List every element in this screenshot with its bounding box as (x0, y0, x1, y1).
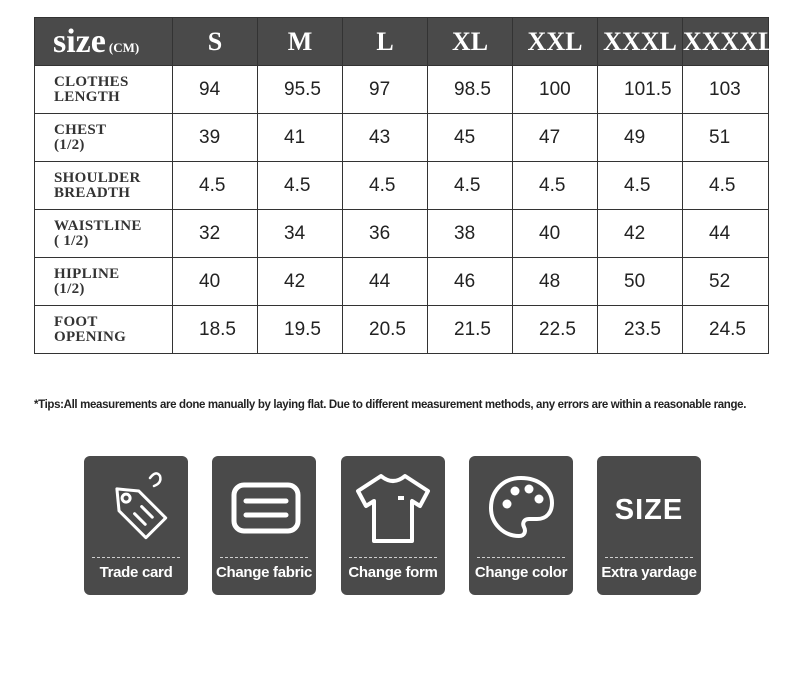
table-row (35, 66, 769, 114)
value-cell: 51 (683, 114, 769, 162)
row-label-line: HIPLINE (54, 265, 120, 282)
table-row (35, 210, 769, 258)
row-label-line: SHOULDER (54, 169, 141, 186)
value-cell: 40 (513, 210, 598, 258)
value-cell: 43 (343, 114, 428, 162)
feature-label: Trade card (99, 564, 173, 581)
value-cell: 47 (513, 114, 598, 162)
row-label-cell (35, 210, 173, 258)
value-cell: 52 (683, 258, 769, 306)
size-header-word: size (53, 22, 106, 60)
feature-label: Change fabric (215, 564, 313, 581)
feature-card-trade-card (84, 456, 188, 595)
row-label-line: (1/2) (54, 280, 85, 297)
row-label-line: FOOT (54, 313, 98, 330)
row-label-cell (35, 162, 173, 210)
value-cell: 103 (683, 66, 769, 114)
value-cell: 19.5 (258, 306, 343, 354)
header-row (35, 18, 769, 66)
value-cell: 45 (428, 114, 513, 162)
value-cell: 4.5 (683, 162, 769, 210)
size-col-header: XL (428, 18, 513, 66)
value-cell: 44 (343, 258, 428, 306)
value-cell: 98.5 (428, 66, 513, 114)
value-cell: 48 (513, 258, 598, 306)
divider (220, 557, 308, 558)
value-cell: 94 (173, 66, 258, 114)
value-cell: 41 (258, 114, 343, 162)
size-col-header: XXL (513, 18, 598, 66)
value-cell: 44 (683, 210, 769, 258)
table-row (35, 306, 769, 354)
feature-label: Change color (474, 564, 568, 581)
value-cell: 38 (428, 210, 513, 258)
row-label-line: CLOTHES (54, 73, 129, 90)
row-label-cell (35, 66, 173, 114)
value-cell: 39 (173, 114, 258, 162)
row-label-cell (35, 306, 173, 354)
value-cell: 42 (598, 210, 683, 258)
value-cell: 46 (428, 258, 513, 306)
value-cell: 100 (513, 66, 598, 114)
row-label-cell (35, 114, 173, 162)
divider (92, 557, 180, 558)
value-cell: 4.5 (598, 162, 683, 210)
size-header-cell (35, 18, 173, 66)
value-cell: 4.5 (173, 162, 258, 210)
row-label-line: OPENING (54, 328, 127, 345)
value-cell: 49 (598, 114, 683, 162)
value-cell: 21.5 (428, 306, 513, 354)
size-col-header: XXXXL (683, 18, 769, 66)
table-row (35, 258, 769, 306)
row-label-cell (35, 258, 173, 306)
value-cell: 50 (598, 258, 683, 306)
divider (605, 557, 693, 558)
value-cell: 32 (173, 210, 258, 258)
size-chart-table (34, 17, 776, 354)
size-text-icon: SIZE (614, 494, 684, 526)
size-col-header: M (258, 18, 343, 66)
feature-card-change-color (469, 456, 573, 595)
feature-label: Extra yardage (601, 564, 697, 581)
value-cell: 20.5 (343, 306, 428, 354)
feature-card-change-form (341, 456, 445, 595)
table-row (35, 162, 769, 210)
value-cell: 22.5 (513, 306, 598, 354)
value-cell: 34 (258, 210, 343, 258)
value-cell: 36 (343, 210, 428, 258)
measurement-tip: *Tips:All measurements are done manually by laying flat. Due to different measurement methods, any errors are within a reasonable range. (34, 399, 747, 411)
value-cell: 42 (258, 258, 343, 306)
value-cell: 4.5 (513, 162, 598, 210)
value-cell: 23.5 (598, 306, 683, 354)
price-tag-icon (84, 456, 188, 556)
value-cell: 4.5 (258, 162, 343, 210)
divider (477, 557, 565, 558)
value-cell: 24.5 (683, 306, 769, 354)
t-shirt-icon (341, 456, 445, 556)
size-col-header: S (173, 18, 258, 66)
divider (349, 557, 437, 558)
feature-label: Change form (348, 564, 438, 581)
value-cell: 101.5 (598, 66, 683, 114)
row-label-line: LENGTH (54, 88, 120, 105)
feature-card-change-fabric (212, 456, 316, 595)
row-label-line: (1/2) (54, 136, 85, 153)
row-label-line: BREADTH (54, 184, 131, 201)
size-header-unit: (CM) (108, 39, 140, 55)
size-col-header: L (343, 18, 428, 66)
value-cell: 4.5 (343, 162, 428, 210)
fabric-stack-icon (212, 456, 316, 556)
value-cell: 40 (173, 258, 258, 306)
row-label-line: ( 1/2) (54, 232, 89, 249)
palette-icon (469, 456, 573, 556)
row-label-line: WAISTLINE (54, 217, 142, 234)
value-cell: 95.5 (258, 66, 343, 114)
feature-card-extra-yardage (597, 456, 701, 595)
value-cell: 4.5 (428, 162, 513, 210)
value-cell: 18.5 (173, 306, 258, 354)
table-row (35, 114, 769, 162)
value-cell: 97 (343, 66, 428, 114)
size-col-header: XXXL (598, 18, 683, 66)
row-label-line: CHEST (54, 121, 107, 138)
